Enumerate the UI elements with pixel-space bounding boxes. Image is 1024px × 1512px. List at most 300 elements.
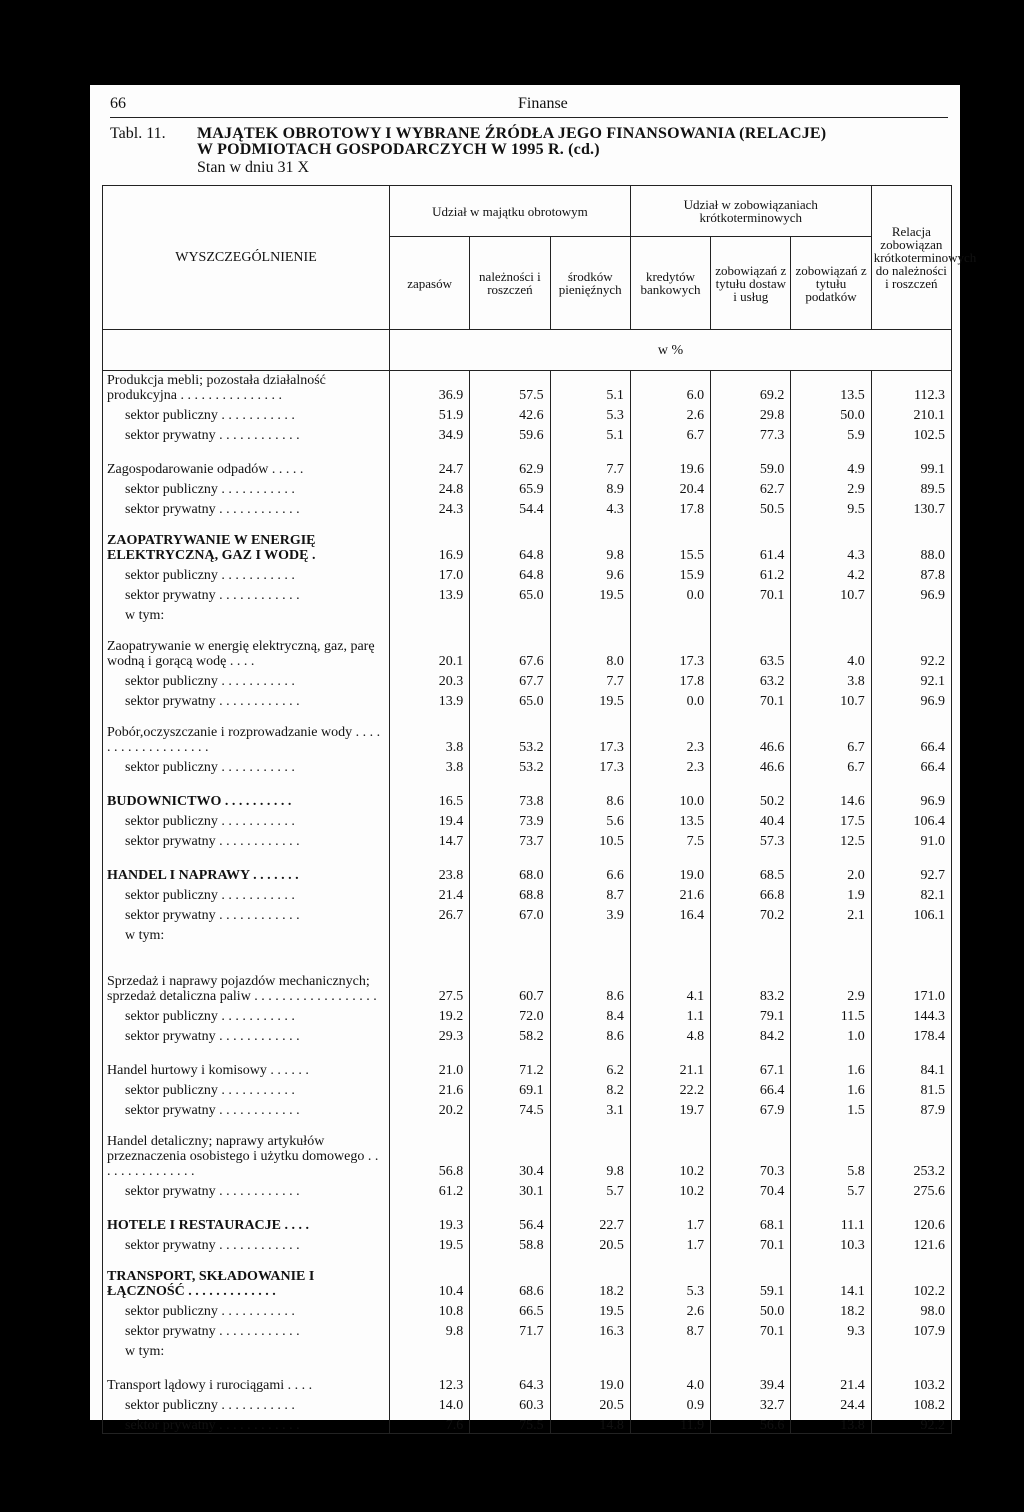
spacer-cell — [470, 709, 550, 723]
value-cell: 10.0 — [630, 789, 710, 809]
row-label: sektor prywatny . . . . . . . . . . . . — [103, 1319, 390, 1339]
row-label: Zaopatrywanie w energię elektryczną, gaz, parę wodną i gorącą wodę . . . . — [103, 637, 390, 669]
spacer-cell — [103, 1199, 390, 1213]
row-label: ZAOPATRYWANIE W ENERGIĘ ELEKTRYCZNĄ, GAZ I WODĘ . — [103, 531, 390, 563]
spacer-cell — [711, 1199, 791, 1213]
value-cell: 62.9 — [470, 457, 550, 477]
value-cell: 130.7 — [871, 497, 951, 517]
spacer-cell — [630, 1359, 710, 1373]
spacer-cell — [791, 1118, 871, 1132]
spacer-cell — [711, 517, 791, 531]
spacer-cell — [470, 1118, 550, 1132]
empty-cell — [470, 923, 550, 943]
spacer-cell — [390, 517, 470, 531]
value-cell: 2.1 — [791, 903, 871, 923]
value-cell: 1.1 — [630, 1004, 710, 1024]
row-label: sektor publiczny . . . . . . . . . . . — [103, 1078, 390, 1098]
spacer-cell — [103, 1359, 390, 1373]
value-cell: 13.9 — [390, 583, 470, 603]
value-cell: 16.5 — [390, 789, 470, 809]
spacer-cell — [470, 1253, 550, 1267]
value-cell: 46.6 — [711, 723, 791, 755]
value-cell: 84.1 — [871, 1058, 951, 1078]
table-row — [103, 403, 952, 423]
row-label: sektor prywatny . . . . . . . . . . . . — [103, 583, 390, 603]
value-cell: 10.5 — [550, 829, 630, 849]
value-cell: 19.0 — [630, 863, 710, 883]
value-cell: 64.8 — [470, 563, 550, 583]
value-cell: 3.8 — [791, 669, 871, 689]
value-cell: 79.1 — [711, 1004, 791, 1024]
value-cell: 19.4 — [390, 809, 470, 829]
value-cell: 57.5 — [470, 371, 550, 404]
value-cell: 66.5 — [470, 1299, 550, 1319]
spacer-cell — [791, 517, 871, 531]
value-cell: 6.6 — [550, 863, 630, 883]
value-cell: 24.4 — [791, 1393, 871, 1413]
row-label: BUDOWNICTWO . . . . . . . . . . — [103, 789, 390, 809]
value-cell: 50.2 — [711, 789, 791, 809]
table-row — [103, 1132, 952, 1179]
value-cell: 17.3 — [630, 637, 710, 669]
table-row — [103, 1299, 952, 1319]
value-cell: 16.4 — [630, 903, 710, 923]
value-cell: 68.6 — [470, 1267, 550, 1299]
empty-cell — [711, 1339, 791, 1359]
header-group-assets: Udział w majątku obrotowym — [390, 186, 631, 237]
spacer-cell — [470, 623, 550, 637]
value-cell: 8.2 — [550, 1078, 630, 1098]
value-cell: 4.3 — [791, 531, 871, 563]
row-label: sektor prywatny . . . . . . . . . . . . — [103, 1179, 390, 1199]
value-cell: 40.4 — [711, 809, 791, 829]
value-cell: 66.4 — [871, 755, 951, 775]
empty-cell — [470, 1339, 550, 1359]
value-cell: 8.6 — [550, 789, 630, 809]
value-cell: 4.8 — [630, 1024, 710, 1044]
value-cell: 92.2 — [871, 637, 951, 669]
row-label: Sprzedaż i naprawy pojazdów mechanicznych; sprzedaż detaliczna paliw . . . . . . . . . . . . . . . . . . — [103, 957, 390, 1004]
row-label: sektor prywatny . . . . . . . . . . . . — [103, 1413, 390, 1434]
value-cell: 59.6 — [470, 423, 550, 443]
value-cell: 7.7 — [550, 669, 630, 689]
value-cell: 18.2 — [791, 1299, 871, 1319]
value-cell: 17.8 — [630, 669, 710, 689]
table-row — [103, 637, 952, 669]
empty-cell — [871, 1339, 951, 1359]
value-cell: 70.1 — [711, 1319, 791, 1339]
value-cell: 9.3 — [791, 1319, 871, 1339]
value-cell: 7.6 — [390, 1413, 470, 1434]
spacer-cell — [630, 849, 710, 863]
value-cell: 22.7 — [550, 1213, 630, 1233]
value-cell: 10.7 — [791, 583, 871, 603]
spacer-cell — [470, 849, 550, 863]
value-cell: 61.2 — [390, 1179, 470, 1199]
value-cell: 51.9 — [390, 403, 470, 423]
header-relacja: Relacja zobowiązan krótkoterminowych do należności i roszczeń — [871, 186, 951, 330]
row-label: Transport lądowy i rurociągami . . . . — [103, 1373, 390, 1393]
value-cell: 10.7 — [791, 689, 871, 709]
spacer-cell — [550, 1118, 630, 1132]
value-cell: 20.1 — [390, 637, 470, 669]
table-row — [103, 1319, 952, 1339]
value-cell: 92.2 — [871, 1413, 951, 1434]
value-cell: 29.8 — [711, 403, 791, 423]
table-row — [103, 531, 952, 563]
spacer-cell — [871, 443, 951, 457]
row-label: sektor prywatny . . . . . . . . . . . . — [103, 1233, 390, 1253]
value-cell: 10.3 — [791, 1233, 871, 1253]
value-cell: 72.0 — [470, 1004, 550, 1024]
value-cell: 5.9 — [791, 423, 871, 443]
value-cell: 17.5 — [791, 809, 871, 829]
value-cell: 144.3 — [871, 1004, 951, 1024]
spacer-cell — [550, 943, 630, 957]
spacer-cell — [711, 1044, 791, 1058]
row-label: sektor publiczny . . . . . . . . . . . — [103, 403, 390, 423]
value-cell: 11.1 — [791, 1213, 871, 1233]
header-col-zapasow: zapasów — [390, 237, 470, 330]
row-label: Zagospodarowanie odpadów . . . . . — [103, 457, 390, 477]
value-cell: 13.8 — [791, 1413, 871, 1434]
spacer-cell — [103, 1118, 390, 1132]
value-cell: 21.4 — [390, 883, 470, 903]
value-cell: 29.3 — [390, 1024, 470, 1044]
spacer-cell — [711, 623, 791, 637]
row-label: sektor prywatny . . . . . . . . . . . . — [103, 497, 390, 517]
value-cell: 1.9 — [791, 883, 871, 903]
table-row — [103, 809, 952, 829]
table-row — [103, 1233, 952, 1253]
header-col-dostaw: zobowiązań z tytułu dostaw i usług — [711, 237, 791, 330]
value-cell: 30.4 — [470, 1132, 550, 1179]
value-cell: 121.6 — [871, 1233, 951, 1253]
value-cell: 34.9 — [390, 423, 470, 443]
spacer-cell — [390, 775, 470, 789]
spacer-cell — [103, 443, 390, 457]
value-cell: 88.0 — [871, 531, 951, 563]
spacer-cell — [390, 623, 470, 637]
value-cell: 4.2 — [791, 563, 871, 583]
spacer-cell — [711, 849, 791, 863]
value-cell: 39.4 — [711, 1373, 791, 1393]
row-label: sektor publiczny . . . . . . . . . . . — [103, 755, 390, 775]
header-unit-stub — [103, 330, 390, 371]
spacer-cell — [390, 1199, 470, 1213]
value-cell: 63.2 — [711, 669, 791, 689]
row-label: Handel detaliczny; naprawy artykułów przeznaczenia osobistego i użytku domowego . . . . . . . . . . . . . . . — [103, 1132, 390, 1179]
value-cell: 54.4 — [470, 497, 550, 517]
spacer-cell — [711, 775, 791, 789]
value-cell: 75.5 — [470, 1413, 550, 1434]
value-cell: 19.2 — [390, 1004, 470, 1024]
spacer-cell — [103, 1253, 390, 1267]
value-cell: 19.6 — [630, 457, 710, 477]
header-col-srodkow: środków pienięźnych — [550, 237, 630, 330]
value-cell: 12.5 — [791, 829, 871, 849]
empty-cell — [550, 923, 630, 943]
value-cell: 8.9 — [550, 477, 630, 497]
value-cell: 5.7 — [791, 1179, 871, 1199]
value-cell: 59.0 — [711, 457, 791, 477]
value-cell: 1.6 — [791, 1058, 871, 1078]
empty-cell — [630, 1339, 710, 1359]
value-cell: 15.5 — [630, 531, 710, 563]
value-cell: 67.7 — [470, 669, 550, 689]
table-row — [103, 1078, 952, 1098]
row-label: sektor publiczny . . . . . . . . . . . — [103, 809, 390, 829]
value-cell: 9.6 — [550, 563, 630, 583]
table-row — [103, 477, 952, 497]
spacer-cell — [711, 1253, 791, 1267]
value-cell: 1.7 — [630, 1233, 710, 1253]
table-row — [103, 863, 952, 883]
empty-cell — [390, 923, 470, 943]
value-cell: 18.2 — [550, 1267, 630, 1299]
value-cell: 2.0 — [791, 863, 871, 883]
value-cell: 106.1 — [871, 903, 951, 923]
value-cell: 83.2 — [711, 957, 791, 1004]
value-cell: 20.4 — [630, 477, 710, 497]
value-cell: 70.2 — [711, 903, 791, 923]
value-cell: 8.7 — [630, 1319, 710, 1339]
spacer-cell — [470, 1359, 550, 1373]
spacer-cell — [103, 1044, 390, 1058]
value-cell: 3.1 — [550, 1098, 630, 1118]
value-cell: 107.9 — [871, 1319, 951, 1339]
value-cell: 19.0 — [550, 1373, 630, 1393]
spacer-cell — [871, 623, 951, 637]
value-cell: 1.5 — [791, 1098, 871, 1118]
note-label: w tym: — [103, 603, 390, 623]
note-label: w tym: — [103, 1339, 390, 1359]
value-cell: 60.7 — [470, 957, 550, 1004]
spacer-cell — [711, 943, 791, 957]
value-cell: 24.8 — [390, 477, 470, 497]
value-cell: 20.5 — [550, 1233, 630, 1253]
value-cell: 17.8 — [630, 497, 710, 517]
value-cell: 61.4 — [711, 531, 791, 563]
row-label: HANDEL I NAPRAWY . . . . . . . — [103, 863, 390, 883]
section-name: Finanse — [518, 95, 568, 112]
row-label: sektor publiczny . . . . . . . . . . . — [103, 669, 390, 689]
value-cell: 21.6 — [390, 1078, 470, 1098]
row-label: sektor publiczny . . . . . . . . . . . — [103, 1299, 390, 1319]
note-label: w tym: — [103, 923, 390, 943]
spacer-cell — [390, 1044, 470, 1058]
table-row — [103, 755, 952, 775]
table-row — [103, 1213, 952, 1233]
spacer-cell — [871, 775, 951, 789]
value-cell: 106.4 — [871, 809, 951, 829]
value-cell: 60.3 — [470, 1393, 550, 1413]
spacer-cell — [103, 943, 390, 957]
row-label: sektor prywatny . . . . . . . . . . . . — [103, 689, 390, 709]
value-cell: 14.8 — [550, 1413, 630, 1434]
table-row — [103, 563, 952, 583]
value-cell: 5.8 — [791, 1132, 871, 1179]
spacer-cell — [470, 775, 550, 789]
note-row — [103, 1339, 952, 1359]
value-cell: 27.5 — [390, 957, 470, 1004]
value-cell: 9.8 — [390, 1319, 470, 1339]
spacer-cell — [550, 443, 630, 457]
row-label: TRANSPORT, SKŁADOWANIE I ŁĄCZNOŚĆ . . . . . . . . . . . . . — [103, 1267, 390, 1299]
value-cell: 62.7 — [711, 477, 791, 497]
row-label: sektor publiczny . . . . . . . . . . . — [103, 1004, 390, 1024]
value-cell: 5.3 — [550, 403, 630, 423]
value-cell: 74.5 — [470, 1098, 550, 1118]
value-cell: 69.2 — [711, 371, 791, 404]
value-cell: 96.9 — [871, 583, 951, 603]
value-cell: 96.9 — [871, 689, 951, 709]
spacer-cell — [871, 517, 951, 531]
row-label: sektor prywatny . . . . . . . . . . . . — [103, 1024, 390, 1044]
value-cell: 11.5 — [791, 1004, 871, 1024]
value-cell: 68.5 — [711, 863, 791, 883]
value-cell: 68.8 — [470, 883, 550, 903]
spacer-row — [103, 849, 952, 863]
value-cell: 63.5 — [711, 637, 791, 669]
spacer-cell — [390, 1253, 470, 1267]
spacer-cell — [103, 709, 390, 723]
row-label: sektor prywatny . . . . . . . . . . . . — [103, 423, 390, 443]
spacer-cell — [470, 1044, 550, 1058]
value-cell: 2.6 — [630, 403, 710, 423]
value-cell: 19.5 — [550, 1299, 630, 1319]
spacer-row — [103, 709, 952, 723]
row-label: sektor publiczny . . . . . . . . . . . — [103, 1393, 390, 1413]
value-cell: 19.5 — [390, 1233, 470, 1253]
value-cell: 4.1 — [630, 957, 710, 1004]
value-cell: 70.4 — [711, 1179, 791, 1199]
value-cell: 24.3 — [390, 497, 470, 517]
table-row — [103, 371, 952, 404]
value-cell: 3.9 — [550, 903, 630, 923]
value-cell: 13.5 — [630, 809, 710, 829]
table-row — [103, 1024, 952, 1044]
value-cell: 14.6 — [791, 789, 871, 809]
value-cell: 42.6 — [470, 403, 550, 423]
value-cell: 67.9 — [711, 1098, 791, 1118]
table-row — [103, 1004, 952, 1024]
value-cell: 275.6 — [871, 1179, 951, 1199]
value-cell: 9.8 — [550, 531, 630, 563]
value-cell: 21.0 — [390, 1058, 470, 1078]
value-cell: 19.5 — [550, 583, 630, 603]
row-label: Produkcja mebli; pozostała działalność produkcyjna . . . . . . . . . . . . . . . — [103, 371, 390, 404]
value-cell: 11.9 — [630, 1413, 710, 1434]
value-cell: 12.3 — [390, 1373, 470, 1393]
value-cell: 1.7 — [630, 1213, 710, 1233]
value-cell: 0.9 — [630, 1393, 710, 1413]
spacer-cell — [630, 1118, 710, 1132]
spacer-cell — [550, 517, 630, 531]
value-cell: 81.5 — [871, 1078, 951, 1098]
spacer-cell — [711, 1118, 791, 1132]
value-cell: 70.1 — [711, 1233, 791, 1253]
header-col-naleznosci: należności i roszczeń — [470, 237, 550, 330]
spacer-row — [103, 775, 952, 789]
spacer-cell — [791, 1044, 871, 1058]
spacer-row — [103, 943, 952, 957]
data-table — [102, 185, 977, 1434]
table-row — [103, 789, 952, 809]
table-row — [103, 903, 952, 923]
spacer-cell — [871, 709, 951, 723]
empty-cell — [390, 603, 470, 623]
table-row — [103, 723, 952, 755]
table-body — [103, 371, 952, 1434]
note-row — [103, 603, 952, 623]
value-cell: 6.7 — [630, 423, 710, 443]
value-cell: 8.6 — [550, 957, 630, 1004]
value-cell: 6.0 — [630, 371, 710, 404]
table-row — [103, 883, 952, 903]
empty-cell — [630, 923, 710, 943]
spacer-cell — [390, 443, 470, 457]
spacer-cell — [791, 623, 871, 637]
value-cell: 2.9 — [791, 957, 871, 1004]
header-unit: w % — [390, 330, 952, 371]
spacer-cell — [791, 709, 871, 723]
value-cell: 21.4 — [791, 1373, 871, 1393]
table-row — [103, 1058, 952, 1078]
value-cell: 10.2 — [630, 1132, 710, 1179]
value-cell: 89.5 — [871, 477, 951, 497]
spacer-cell — [470, 1199, 550, 1213]
value-cell: 73.7 — [470, 829, 550, 849]
value-cell: 19.3 — [390, 1213, 470, 1233]
value-cell: 171.0 — [871, 957, 951, 1004]
spacer-cell — [791, 1199, 871, 1213]
value-cell: 70.1 — [711, 583, 791, 603]
value-cell: 13.9 — [390, 689, 470, 709]
value-cell: 87.9 — [871, 1098, 951, 1118]
row-label: sektor prywatny . . . . . . . . . . . . — [103, 1098, 390, 1118]
empty-cell — [791, 1339, 871, 1359]
value-cell: 9.8 — [550, 1132, 630, 1179]
value-cell: 19.5 — [550, 689, 630, 709]
value-cell: 2.9 — [791, 477, 871, 497]
value-cell: 9.5 — [791, 497, 871, 517]
value-cell: 102.2 — [871, 1267, 951, 1299]
value-cell: 5.3 — [630, 1267, 710, 1299]
value-cell: 8.4 — [550, 1004, 630, 1024]
value-cell: 67.0 — [470, 903, 550, 923]
table-row — [103, 583, 952, 603]
spacer-cell — [630, 1199, 710, 1213]
spacer-cell — [550, 775, 630, 789]
row-label: Handel hurtowy i komisowy . . . . . . — [103, 1058, 390, 1078]
value-cell: 102.5 — [871, 423, 951, 443]
spacer-cell — [550, 709, 630, 723]
value-cell: 17.3 — [550, 723, 630, 755]
value-cell: 14.1 — [791, 1267, 871, 1299]
value-cell: 58.8 — [470, 1233, 550, 1253]
page-number: 66 — [110, 95, 126, 112]
table-row — [103, 1393, 952, 1413]
value-cell: 210.1 — [871, 403, 951, 423]
value-cell: 4.0 — [791, 637, 871, 669]
spacer-cell — [630, 709, 710, 723]
header-col-kredytow: kredytów bankowych — [630, 237, 710, 330]
spacer-cell — [630, 1253, 710, 1267]
spacer-cell — [550, 1199, 630, 1213]
spacer-cell — [630, 943, 710, 957]
spacer-cell — [550, 1044, 630, 1058]
